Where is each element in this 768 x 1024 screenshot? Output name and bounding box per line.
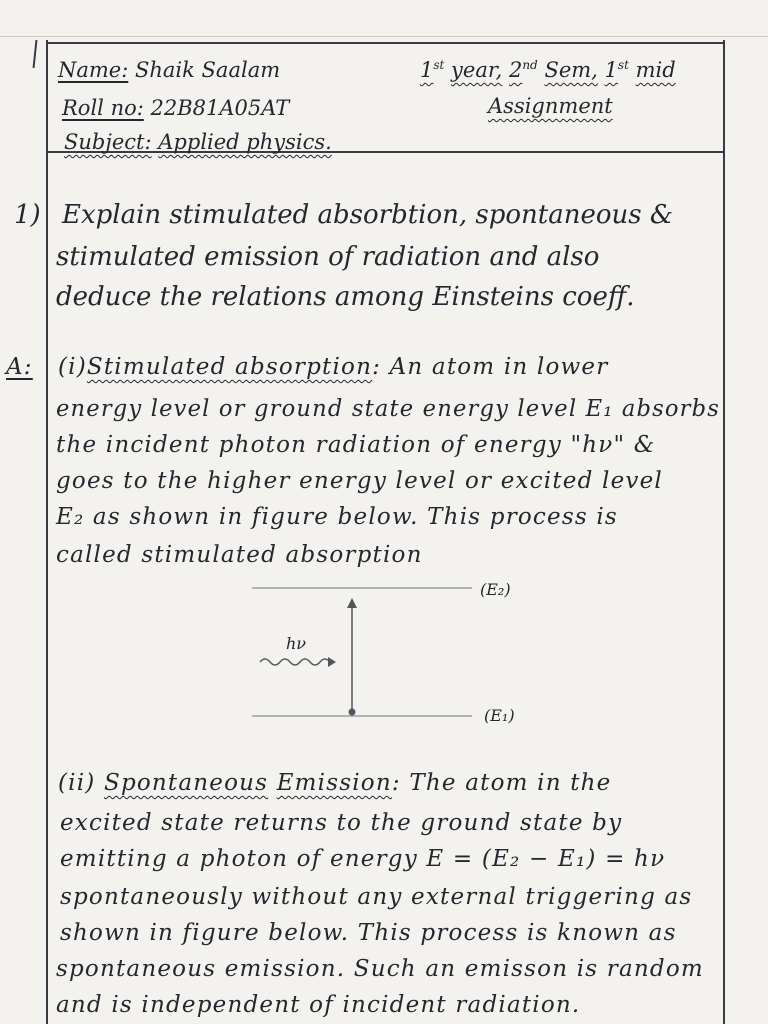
answer-marker xyxy=(6,354,33,380)
lower-level-label: (E₁) xyxy=(484,706,515,725)
name-line xyxy=(58,58,280,82)
mid-text: mid xyxy=(635,58,676,82)
energy-level-diagram xyxy=(240,578,540,728)
atom-dot xyxy=(349,709,356,716)
roll-number: 22B81A05AT xyxy=(150,96,290,120)
question-line-2: stimulated emission of radiation and also xyxy=(56,242,600,272)
part-2-line-4: spontaneously without any external triggering as xyxy=(60,884,693,910)
part-1-line-3: the incident photon radiation of energy "hν" & xyxy=(56,432,656,458)
upper-level-label: (E₂) xyxy=(480,580,511,599)
year-suffix: st xyxy=(433,58,445,72)
question-line-3: deduce the relations among Einsteins coeff. xyxy=(56,282,635,312)
left-margin-line xyxy=(46,40,48,1024)
subject-line xyxy=(64,130,332,154)
part-1-first-line xyxy=(58,354,608,380)
photon-wave xyxy=(260,659,330,665)
page-top-rule xyxy=(0,36,768,37)
answer-marker-text: A: xyxy=(6,354,33,380)
part-2-line-1: : The atom in the xyxy=(391,770,612,796)
photon-energy-label: hν xyxy=(286,634,307,653)
subject-name: Applied physics. xyxy=(158,130,332,154)
assignment-title xyxy=(488,94,613,118)
part-2-line-5: shown in figure below. This process is known as xyxy=(60,920,677,946)
subject-label: Subject: xyxy=(64,130,152,154)
part-1-number: (i) xyxy=(58,354,87,380)
photon-arrowhead xyxy=(328,657,336,667)
part-2-heading-word-2: Emission xyxy=(276,770,392,796)
part-1-line-4: goes to the higher energy level or excited level xyxy=(56,468,663,494)
transition-arrowhead xyxy=(347,598,357,608)
part-1-line-1: : An atom in lower xyxy=(372,354,609,380)
part-2-line-7: and is independent of incident radiation. xyxy=(56,992,581,1018)
part-2-heading-word-1: Spontaneous xyxy=(103,770,269,796)
margin-tick-mark xyxy=(33,40,38,68)
right-border-line xyxy=(723,40,725,1024)
year-text: year, xyxy=(451,58,503,82)
exam-info xyxy=(420,58,676,82)
question-number: 1) xyxy=(14,200,41,230)
assignment-label: Assignment xyxy=(488,94,613,118)
part-1-line-5: E₂ as shown in figure below. This process is xyxy=(56,504,618,530)
part-1-line-6: called stimulated absorption xyxy=(56,542,423,568)
part-2-line-2: excited state returns to the ground state by xyxy=(60,810,623,836)
mid-number: 1 xyxy=(604,58,618,82)
part-1-heading: Stimulated absorption xyxy=(86,354,373,380)
roll-label: Roll no: xyxy=(62,96,144,120)
student-name: Shaik Saalam xyxy=(135,58,281,82)
sem-number: 2 xyxy=(508,58,523,82)
part-2-first-line xyxy=(58,770,611,796)
part-2-line-6: spontaneous emission. Such an emisson is random xyxy=(56,956,704,982)
sem-suffix: nd xyxy=(522,58,538,72)
question-line-1: Explain stimulated absorbtion, spontaneous & xyxy=(62,200,674,230)
year-number: 1 xyxy=(420,58,434,82)
name-label: Name: xyxy=(58,58,129,82)
sem-text: Sem, xyxy=(544,58,598,82)
header-box-top-line xyxy=(46,42,725,44)
roll-line xyxy=(62,96,289,120)
part-2-number: (ii) xyxy=(58,770,96,796)
part-2-line-3: emitting a photon of energy E = (E₂ − E₁) = hν xyxy=(60,846,666,872)
part-1-line-2: energy level or ground state energy level E₁ absorbs xyxy=(56,396,721,422)
mid-suffix: st xyxy=(617,58,629,72)
